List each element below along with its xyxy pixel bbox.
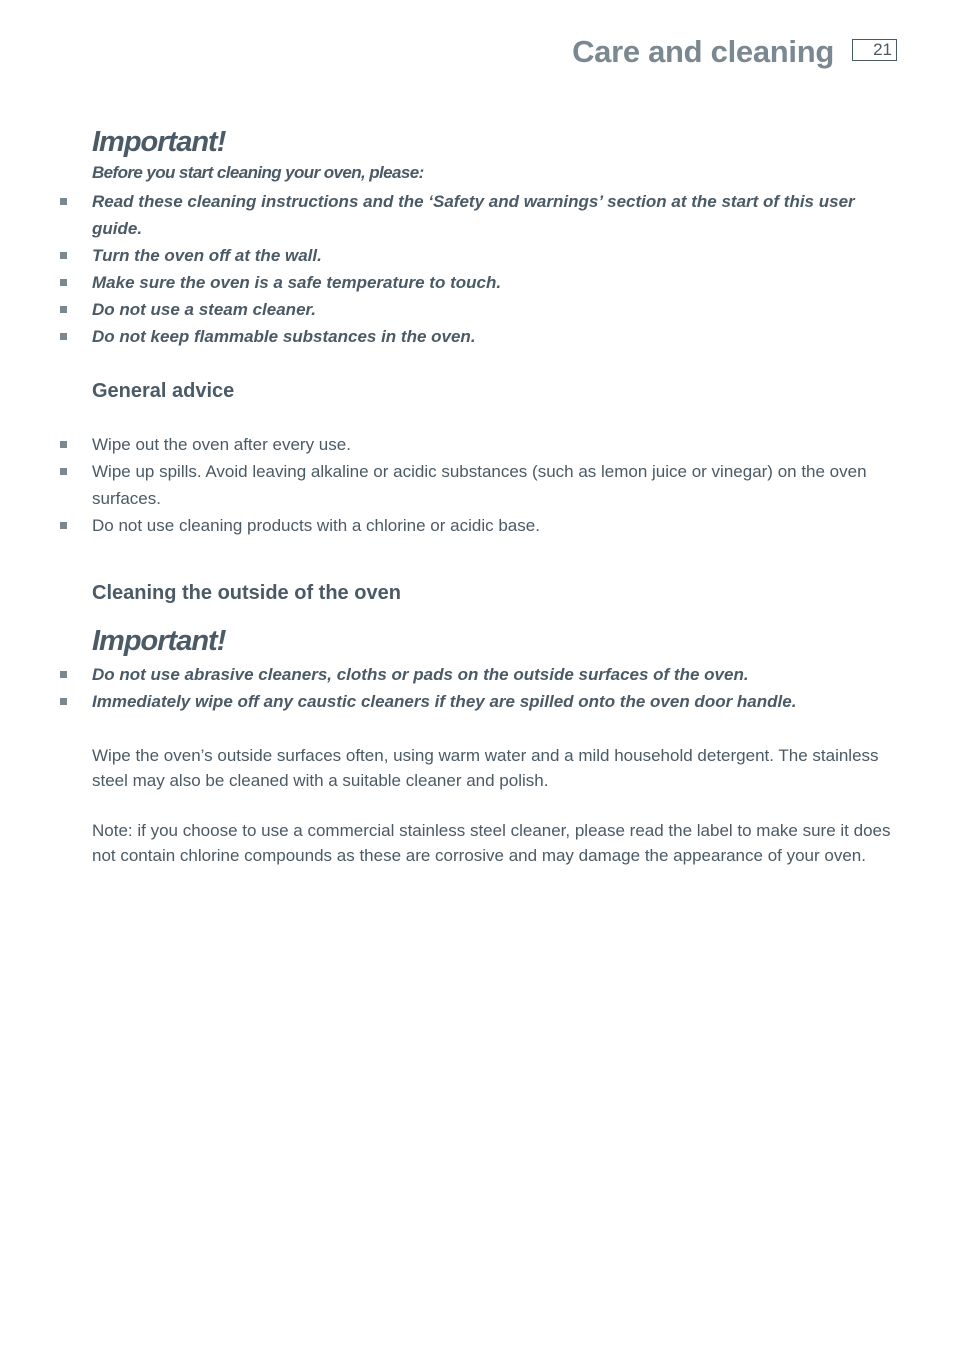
square-bullet-icon xyxy=(60,468,67,475)
list-item: Make sure the oven is a safe temperature to touch. xyxy=(92,269,892,296)
page-title: Care and cleaning xyxy=(572,34,834,69)
list-item: Do not use cleaning products with a chlorine or acidic base. xyxy=(92,512,892,539)
general-advice-section xyxy=(92,377,892,539)
square-bullet-icon xyxy=(60,252,67,259)
important-notice-before-cleaning xyxy=(92,122,892,350)
important-heading: Important! xyxy=(92,126,226,158)
list-item: Immediately wipe off any caustic cleaners if they are spilled onto the oven door handle. xyxy=(92,688,892,715)
square-bullet-icon xyxy=(60,698,67,705)
list-item: Read these cleaning instructions and the ‘Safety and warnings’ section at the start of this user guide. xyxy=(92,188,892,242)
square-bullet-icon xyxy=(60,333,67,340)
list-item: Turn the oven off at the wall. xyxy=(92,242,892,269)
list-item: Do not use a steam cleaner. xyxy=(92,296,892,323)
page-header xyxy=(572,32,896,72)
cleaning-outside-section xyxy=(92,579,892,868)
main-content xyxy=(92,122,892,868)
note-paragraph: Note: if you choose to use a commercial stainless steel cleaner, please read the label to make sure it does not contain chlorine compounds as these are corrosive and may damage the appearance of your oven. xyxy=(92,821,891,865)
section-heading: General advice xyxy=(92,380,235,402)
important-list xyxy=(92,661,892,715)
list-item: Wipe out the oven after every use. xyxy=(92,431,892,458)
list-item: Do not use abrasive cleaners, cloths or pads on the outside surfaces of the oven. xyxy=(92,661,892,688)
list-item: Do not keep flammable substances in the oven. xyxy=(92,323,892,350)
important-list xyxy=(92,188,892,350)
square-bullet-icon xyxy=(60,198,67,205)
section-heading: Cleaning the outside of the oven xyxy=(92,582,401,604)
square-bullet-icon xyxy=(60,441,67,448)
general-advice-list xyxy=(92,431,892,539)
square-bullet-icon xyxy=(60,671,67,678)
square-bullet-icon xyxy=(60,306,67,313)
important-heading: Important! xyxy=(92,625,226,657)
list-item: Wipe up spills. Avoid leaving alkaline or acidic substances (such as lemon juice or vinegar) on the oven surfaces. xyxy=(92,458,892,512)
body-paragraph: Wipe the oven’s outside surfaces often, using warm water and a mild household detergent. The stainless steel may also be cleaned with a suitable cleaner and polish. xyxy=(92,746,879,790)
page-number: 21 xyxy=(852,39,896,61)
square-bullet-icon xyxy=(60,522,67,529)
important-intro: Before you start cleaning your oven, please: xyxy=(92,163,424,182)
square-bullet-icon xyxy=(60,279,67,286)
